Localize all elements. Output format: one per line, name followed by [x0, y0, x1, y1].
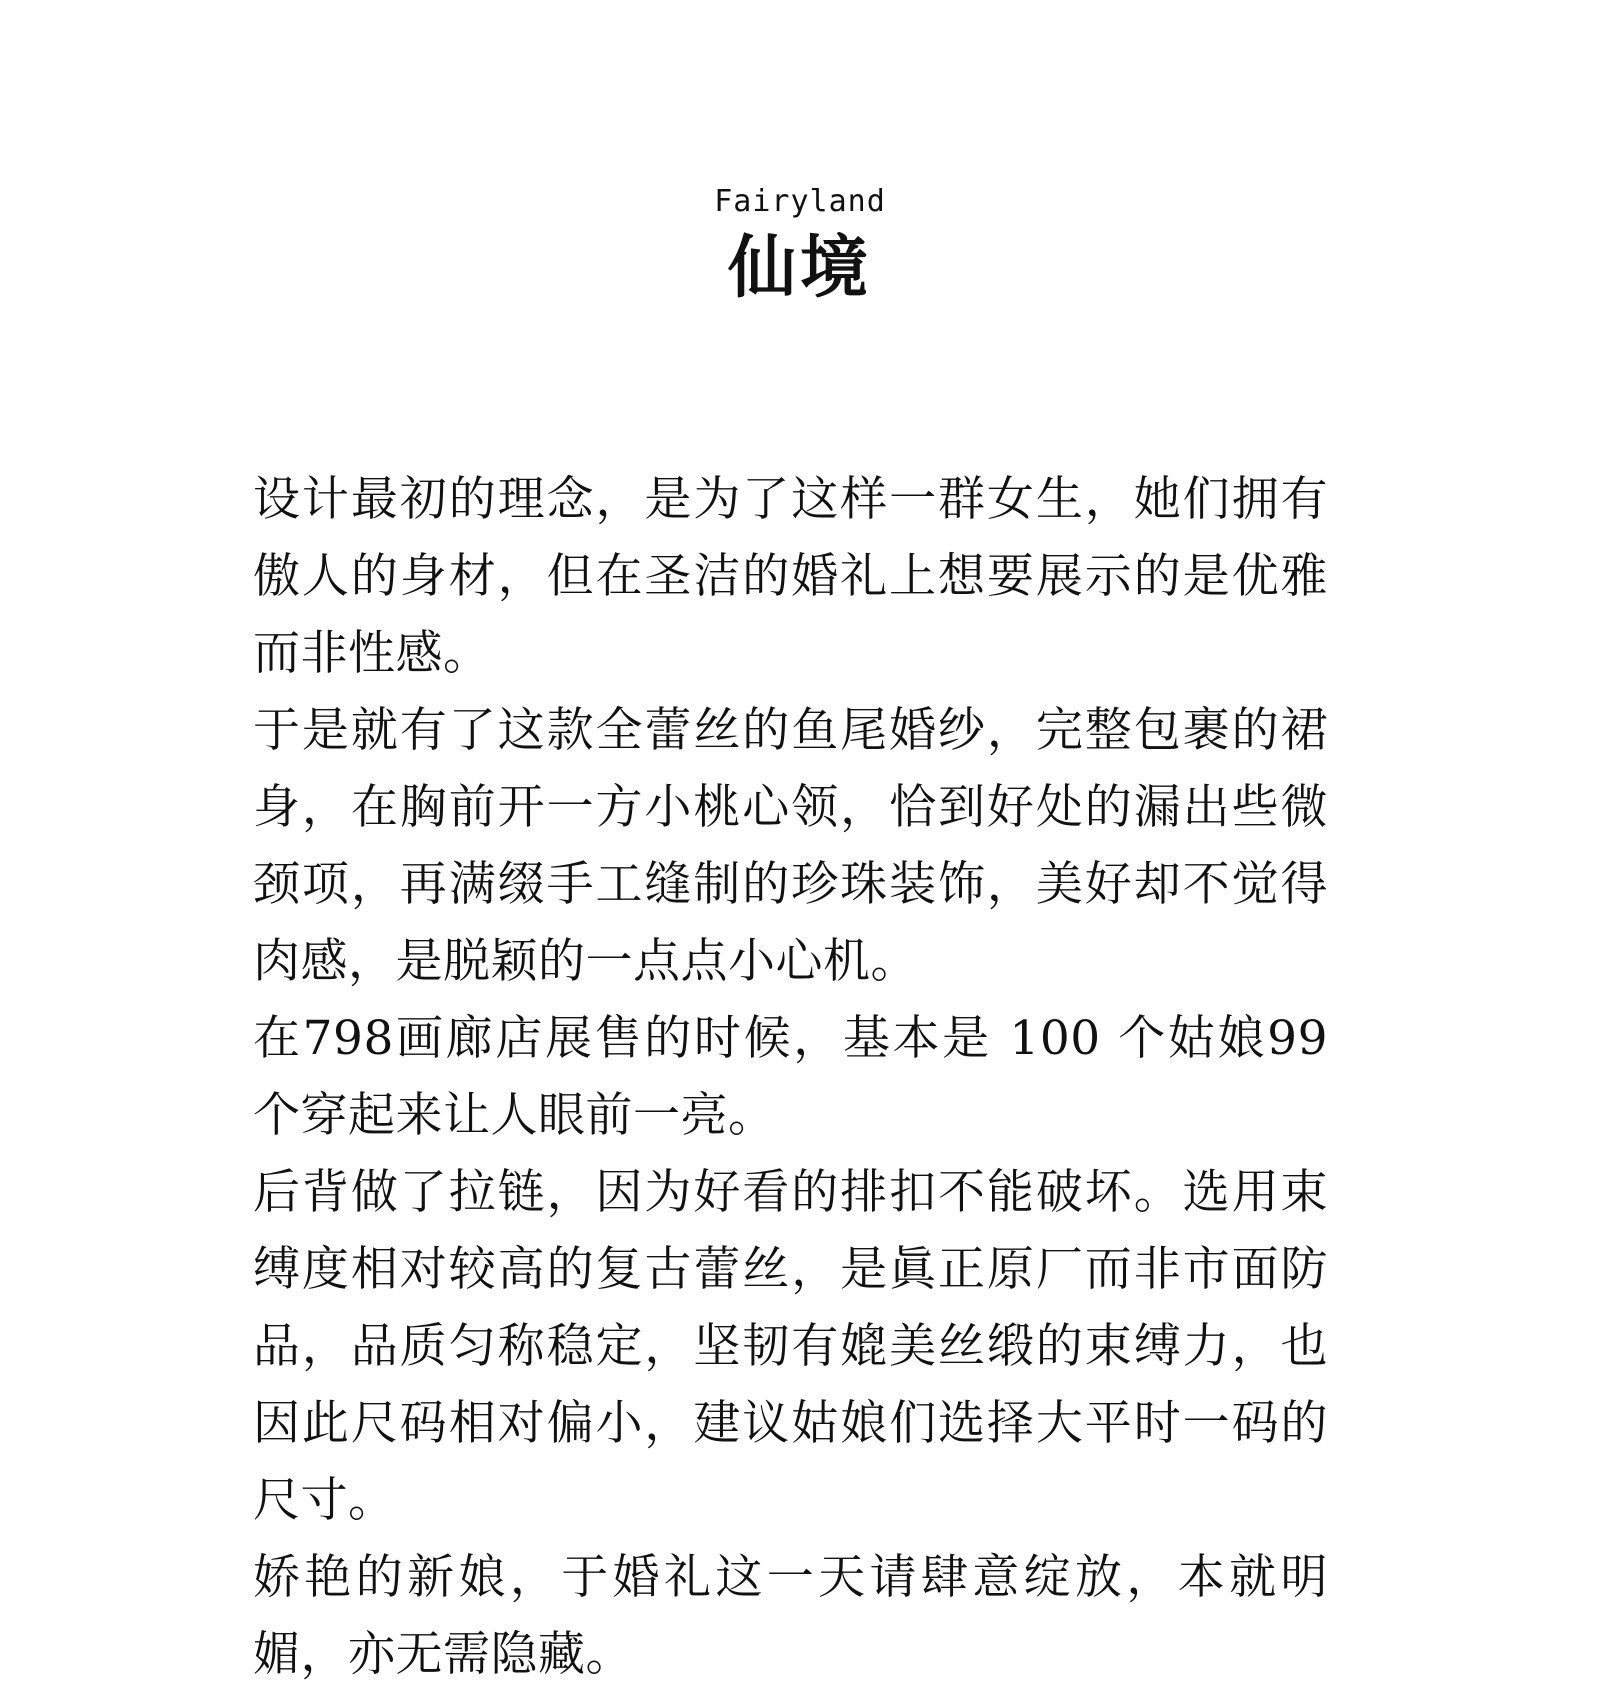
page-title: 仙境: [727, 228, 872, 308]
english-subtitle: Fairyland: [714, 184, 886, 219]
paragraph-closing: 娇艳的新娘，于婚礼这一天请肆意绽放，本就明媚，亦无需隐藏。: [253, 1550, 1328, 1682]
paragraph-lace-dress: 于是就有了这款全蕾丝的鱼尾婚纱，完整包裹的裙身，在胸前开一方小桃心领，恰到好处的漏出些微颈项，再满缀手工缝制的珍珠装饰，美好却不觉得肉感，是脱颖的一点点小心机。: [253, 703, 1328, 989]
paragraph-design-concept: 设计最初的理念，是为了这样一群女生，她们拥有傲人的身材，但在圣洁的婚礼上想要展示的是优雅而非性感。: [253, 472, 1328, 681]
article-body: [253, 461, 1328, 1693]
paragraph-gallery-sales: 在798画廊店展售的时候，基本是 100 个姑娘99个穿起来让人眼前一亮。: [253, 1011, 1328, 1143]
paragraph-back-zipper: 后背做了拉链，因为好看的排扣不能破坏。选用束缚度相对较高的复古蕾丝，是眞正原厂而非市面防品，品质匀称稳定，坚韧有媲美丝缎的束缚力，也因此尺码相对偏小，建议姑娘们选择大平时一码的尺寸。: [253, 1165, 1328, 1528]
page-header: [0, 182, 1600, 310]
